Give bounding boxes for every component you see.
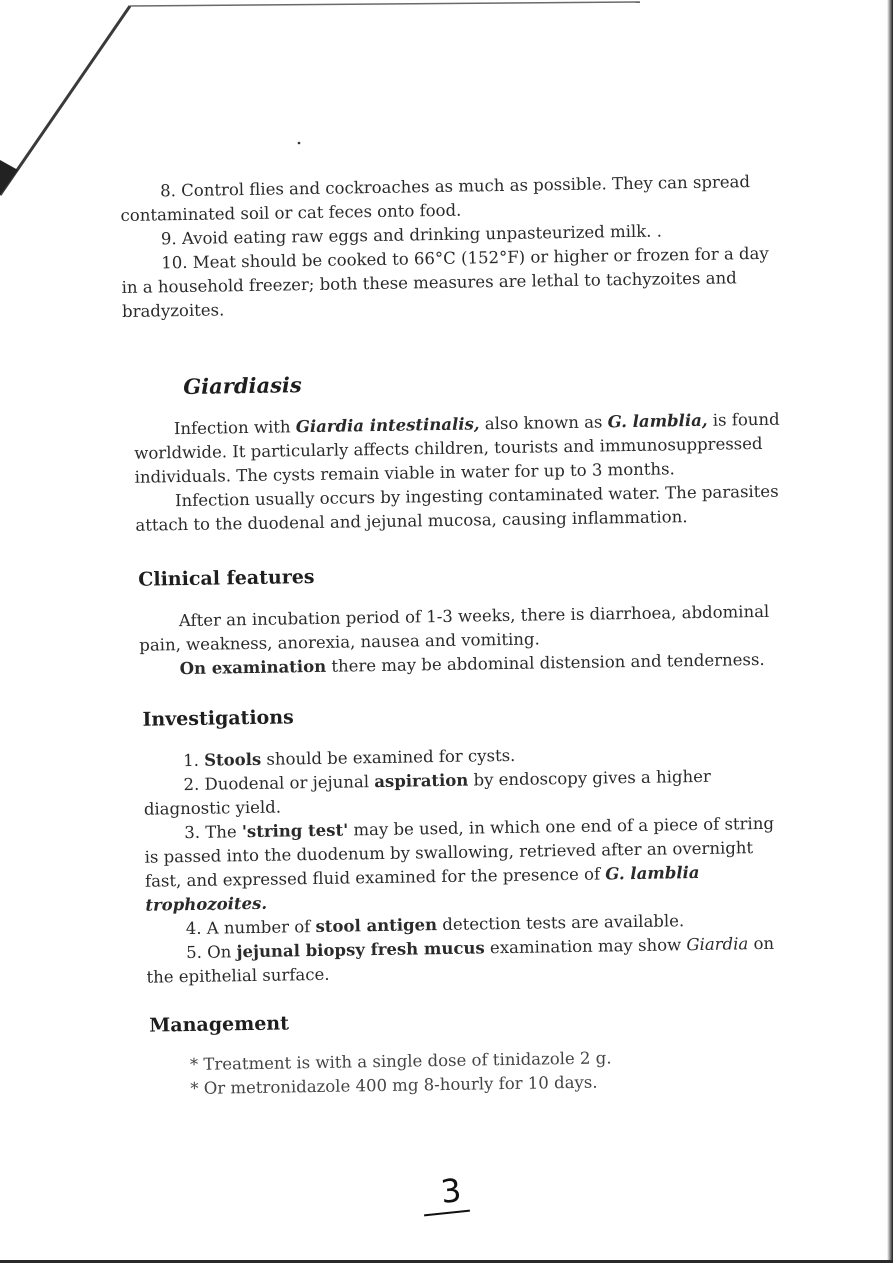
management-item: * Treatment is with a single dose of tinidazole 2 g. bbox=[189, 1048, 612, 1075]
bold-term: jejunal biopsy fresh mucus bbox=[236, 938, 485, 962]
text-run: Infection with bbox=[173, 417, 296, 439]
list-number: 5. bbox=[185, 942, 208, 963]
text-run: A number of bbox=[206, 917, 316, 938]
bold-term: On examination bbox=[179, 656, 327, 679]
list-text: Control flies and cockroaches as much as possible. They can spread contaminated soil or cat feces onto food. bbox=[120, 172, 751, 225]
list-text: Avoid eating raw eggs and drinking unpasteurized milk. . bbox=[181, 221, 663, 249]
list-number: 8. bbox=[160, 181, 177, 201]
text-run: On bbox=[206, 942, 237, 962]
list-number: 1. bbox=[182, 750, 205, 771]
species-name: Giardia bbox=[686, 934, 749, 955]
species-name: G. lamblia, bbox=[607, 410, 708, 432]
text-run: The bbox=[205, 822, 243, 842]
text-run: on the epithelial surface. bbox=[146, 933, 775, 987]
species-name: Giardia intestinalis, bbox=[295, 414, 480, 437]
text-run: is found worldwide. It particularly affects children, tourists and immunosuppressed individuals. The cysts remain viable in water for up to 3 months. bbox=[134, 409, 780, 487]
text-run: may be used, in which one end of a piece of string is passed into the duodenum by swallowing, retrieved after an overnight fast, and expressed fluid examined for the presence of bbox=[144, 813, 775, 891]
text-run: Duodenal or jejunal bbox=[204, 772, 375, 794]
investigation-item-5 bbox=[146, 932, 793, 990]
giardiasis-paragraph-1 bbox=[134, 408, 785, 490]
management-list bbox=[134, 1044, 795, 1102]
section-title-management: Management bbox=[149, 1012, 290, 1037]
bold-term: aspiration bbox=[374, 770, 469, 792]
text-run: should be examined for cysts. bbox=[261, 745, 516, 769]
bold-term: stool antigen bbox=[315, 915, 438, 937]
giardiasis-paragraph-2: Infection usually occurs by ingesting contaminated water. The parasites attach to the duodenal and jejunal mucosa, causing inflammation. bbox=[135, 481, 779, 535]
list-text: Meat should be cooked to 66°C (152°F) or higher or frozen for a day in a household freezer; both these measures are lethal to tachyzoites and bradyzoites. bbox=[121, 243, 769, 321]
bold-term: Stools bbox=[203, 749, 262, 770]
text-run: there may be abdominal distension and tenderness. bbox=[325, 649, 765, 676]
management-item: * Or metronidazole 400 mg 8-hourly for 10 days. bbox=[190, 1072, 598, 1099]
text-run: by endoscopy gives a higher diagnostic yield. bbox=[143, 766, 711, 819]
text-run: examination may show bbox=[484, 935, 687, 958]
list-number: 10. bbox=[161, 252, 188, 273]
clinical-body bbox=[127, 600, 788, 682]
list-item-10 bbox=[121, 242, 782, 324]
section-title-investigations: Investigations bbox=[142, 706, 294, 731]
clinical-paragraph-1: After an incubation period of 1-3 weeks, there is diarrhoea, abdominal pain, weakness, anorexia, nausea and vomiting. bbox=[139, 601, 770, 655]
text-run: also known as bbox=[479, 412, 608, 434]
list-number: 9. bbox=[160, 229, 177, 249]
page-number: 3 bbox=[438, 1171, 464, 1211]
section-title-clinical-features: Clinical features bbox=[138, 565, 315, 591]
text-run: detection tests are available. bbox=[436, 911, 685, 935]
investigations-body bbox=[129, 740, 793, 990]
investigation-item-3 bbox=[144, 812, 791, 918]
section-title-giardiasis: Giardiasis bbox=[183, 372, 302, 400]
list-top bbox=[120, 170, 782, 324]
document-body bbox=[120, 170, 794, 1102]
list-number: 4. bbox=[185, 918, 207, 939]
list-number: 3. bbox=[184, 822, 206, 843]
list-number: 2. bbox=[183, 774, 205, 795]
scan-right-edge bbox=[887, 0, 893, 1263]
species-name: G. lamblia trophozoites. bbox=[145, 862, 700, 915]
bold-term: 'string test' bbox=[241, 820, 349, 842]
giardiasis-body bbox=[124, 408, 786, 538]
